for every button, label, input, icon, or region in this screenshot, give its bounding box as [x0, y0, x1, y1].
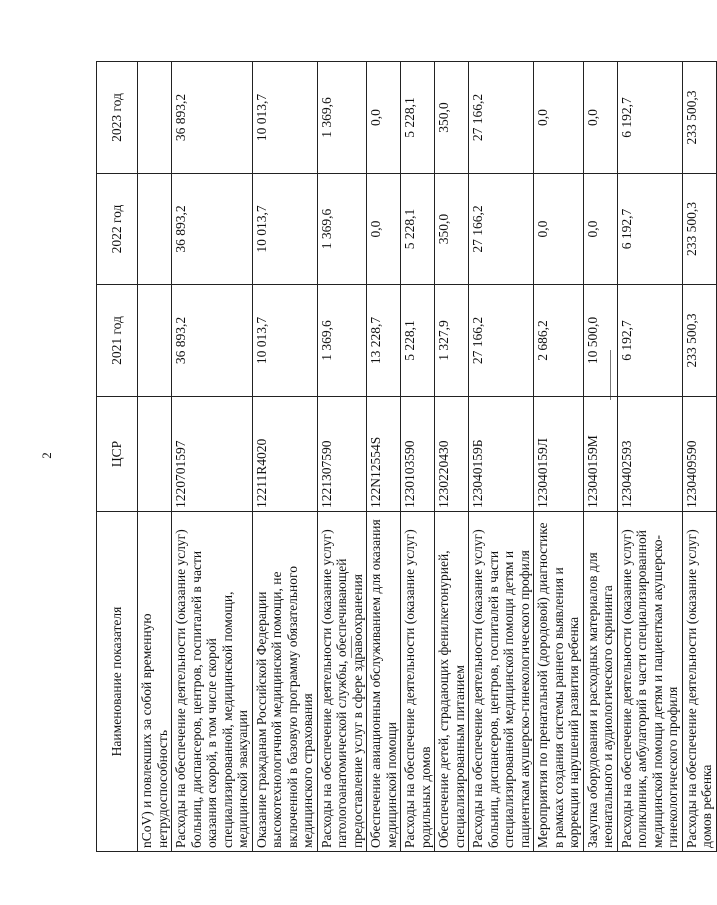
header-2021: 2021 год: [97, 285, 138, 397]
table-row: [469, 62, 534, 852]
table-row: [435, 62, 469, 852]
table-row: [367, 62, 401, 852]
row-name: Расходы на обеспечение деятельности (оказание услуг) домов ребенка: [682, 512, 716, 852]
row-2022: 36 893,2: [172, 174, 253, 285]
table-row: [583, 62, 617, 852]
row-2021: 10 500,0: [583, 285, 617, 397]
row-name: Мероприятия по пренатальной (дородовой) диагностике в рамках создания системы раннего выявления и коррекции нарушений развития ребенка: [534, 512, 584, 852]
row-2023: 0,0: [583, 62, 617, 174]
header-2022: 2022 год: [97, 174, 138, 285]
page-number: 2: [38, 452, 54, 459]
row-2021: 5 228,1: [401, 285, 435, 397]
table-row: [534, 62, 584, 852]
table-row: [317, 62, 367, 852]
row-2021: 10 013,7: [252, 285, 317, 397]
row-2023: 27 166,2: [469, 62, 534, 174]
header-2023: 2023 год: [97, 62, 138, 174]
row-2022: 0,0: [534, 174, 584, 285]
row-code: 1230103590: [401, 397, 435, 512]
row-code: 12211R4020: [252, 397, 317, 512]
row-name: Обеспечение авиационным обслуживанием для оказания медицинской помощи: [367, 512, 401, 852]
row-2022: 0,0: [583, 174, 617, 285]
row-name: nCoV) и повлекших за собой временную нетрудоспособность: [138, 512, 172, 852]
row-2023: 36 893,2: [172, 62, 253, 174]
row-code: 1221307590: [317, 397, 367, 512]
row-2021: 1 369,6: [317, 285, 367, 397]
row-2022: 6 192,7: [617, 174, 682, 285]
row-name: Оказание гражданам Российской Федерации высокотехнологичной медицинской помощи, не включенной в базовую программу обязательного медицинского страхования: [252, 512, 317, 852]
row-2021: [138, 285, 172, 397]
row-2023: [138, 62, 172, 174]
row-2021: 1 327,9: [435, 285, 469, 397]
row-2022: 0,0: [367, 174, 401, 285]
row-code: 1230402593: [617, 397, 682, 512]
row-name: Расходы на обеспечение деятельности (оказание услуг) поликлиник, амбулаторий в части специализированной медицинской помощи детям и пациенткам акушерско-гинекологического профиля: [617, 512, 682, 852]
row-name: Расходы на обеспечение деятельности (оказание услуг) больниц, диспансеров, центров, госпиталей в части оказания скорой, в том числе скорой специализированной, медицинской помощи, медицинской эвакуации: [172, 512, 253, 852]
row-code: 1220701597: [172, 397, 253, 512]
row-2023: 0,0: [534, 62, 584, 174]
row-code: 122N12554S: [367, 397, 401, 512]
table-row: [172, 62, 253, 852]
table-row: [617, 62, 682, 852]
row-2023: 10 013,7: [252, 62, 317, 174]
table-row: [252, 62, 317, 852]
row-code: 1230409590: [682, 397, 716, 512]
row-2023: 350,0: [435, 62, 469, 174]
row-2021: 233 500,3: [682, 285, 716, 397]
row-2022: 233 500,3: [682, 174, 716, 285]
header-code: ЦСР: [97, 397, 138, 512]
row-code: 123040159М: [583, 397, 617, 512]
row-2021: 27 166,2: [469, 285, 534, 397]
row-2022: 10 013,7: [252, 174, 317, 285]
row-2022: 350,0: [435, 174, 469, 285]
row-2022: [138, 174, 172, 285]
table-header-row: [97, 62, 138, 852]
row-name: Расходы на обеспечение деятельности (оказание услуг) патологоанатомической службы, обеспечивающей предоставление услуг в сфере здравоохранения: [317, 512, 367, 852]
row-2021: 6 192,7: [617, 285, 682, 397]
row-2023: 6 192,7: [617, 62, 682, 174]
row-code: 1230220430: [435, 397, 469, 512]
table-row: [138, 62, 172, 852]
row-2023: 5 228,1: [401, 62, 435, 174]
header-name: Наименование показателя: [97, 512, 138, 852]
row-2023: 0,0: [367, 62, 401, 174]
row-2021: 13 228,7: [367, 285, 401, 397]
row-name: Закупка оборудования и расходных материалов для неонатального и аудиологического скрининга: [583, 512, 617, 852]
rotated-table-container: [96, 62, 714, 852]
row-code: 123040159Л: [534, 397, 584, 512]
row-2022: 27 166,2: [469, 174, 534, 285]
budget-table: [96, 61, 717, 852]
row-code: [138, 397, 172, 512]
row-code: 123040159Б: [469, 397, 534, 512]
row-name: Расходы на обеспечение деятельности (оказание услуг) родильных домов: [401, 512, 435, 852]
row-2021: 2 686,2: [534, 285, 584, 397]
row-2021: 36 893,2: [172, 285, 253, 397]
row-2023: 1 369,6: [317, 62, 367, 174]
table-row: [682, 62, 716, 852]
row-name: Расходы на обеспечение деятельности (оказание услуг) больниц, диспансеров, центров, госпиталей в части специализированной медицинской помощи детям и пациенткам акушерско-гинекологического профиля: [469, 512, 534, 852]
row-2022: 5 228,1: [401, 174, 435, 285]
row-2023: 233 500,3: [682, 62, 716, 174]
row-2022: 1 369,6: [317, 174, 367, 285]
row-name: Обеспечение детей, страдающих фенилкетонурией, специализированным питанием: [435, 512, 469, 852]
table-row: [401, 62, 435, 852]
